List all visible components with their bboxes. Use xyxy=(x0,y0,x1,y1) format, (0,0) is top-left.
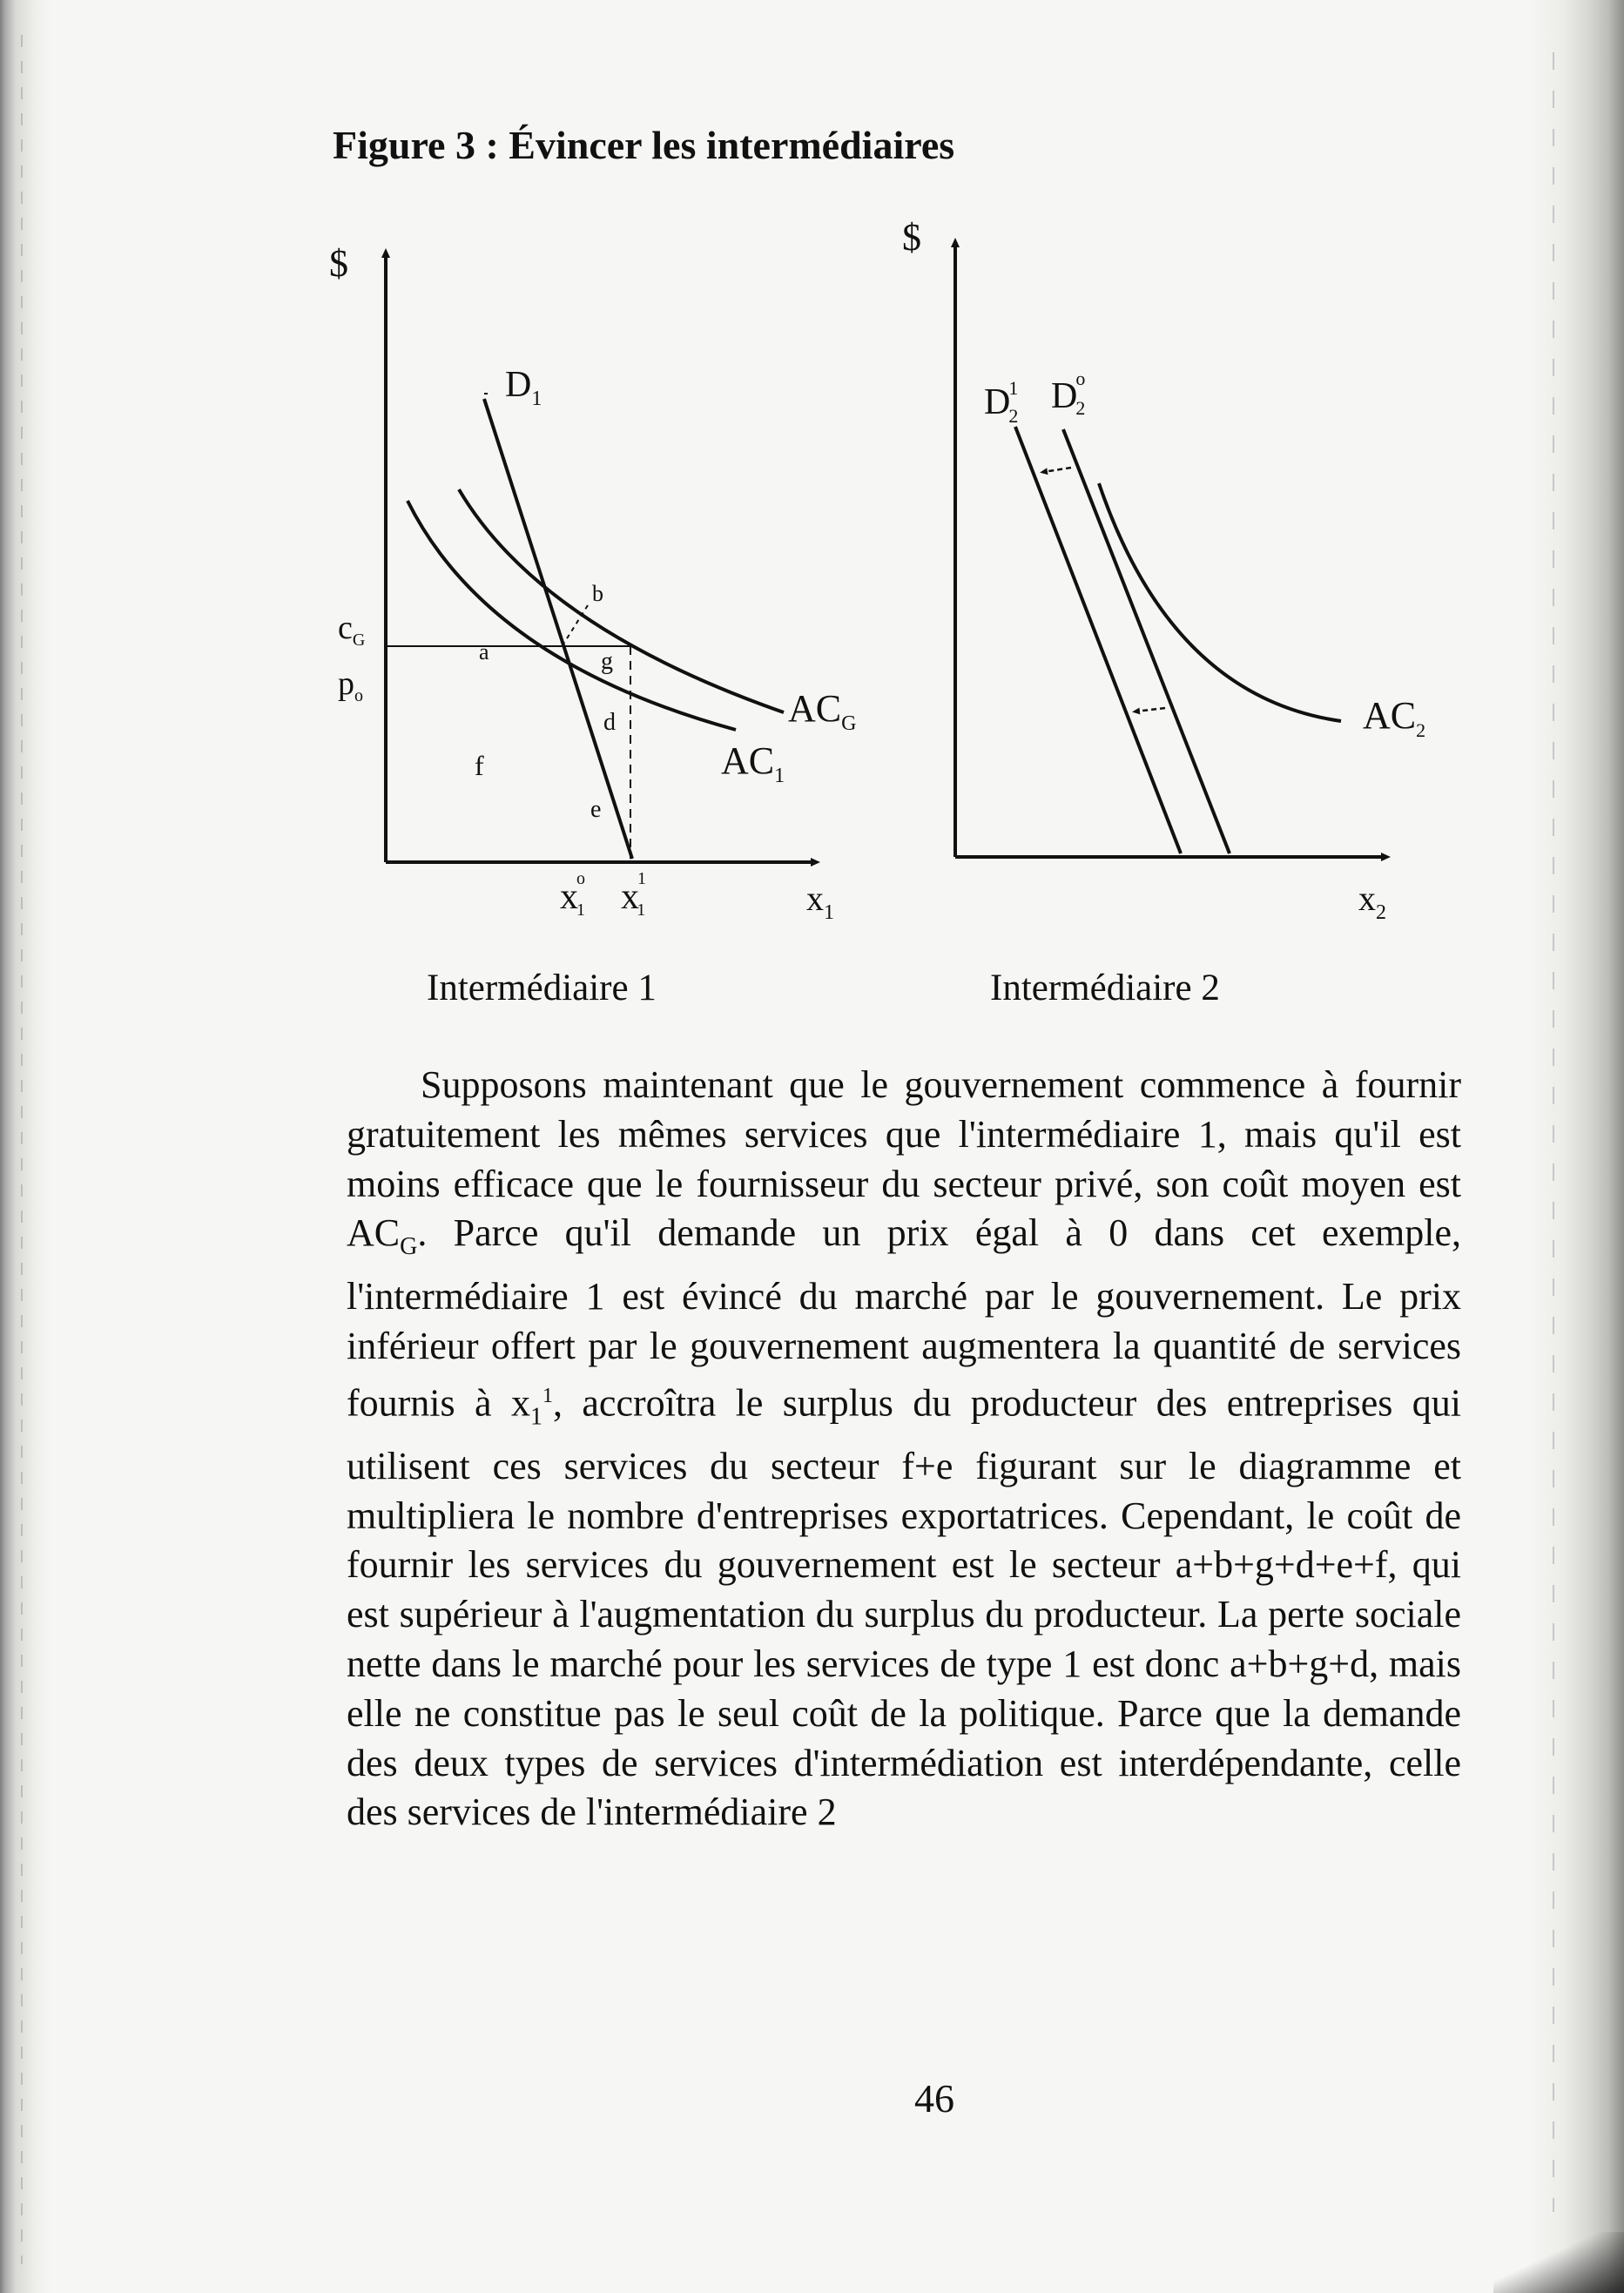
caption-intermediaire-2: Intermédiaire 2 xyxy=(990,968,1220,1008)
page-number: 46 xyxy=(914,2076,954,2121)
left-x-axis-label: $x_1$ xyxy=(806,879,834,924)
demand-curve-d2-new xyxy=(1015,427,1181,853)
area-label-f: f xyxy=(475,750,484,781)
demand-curve-d2-old xyxy=(1063,429,1230,853)
panel-intermediaire-1 xyxy=(329,242,856,1008)
area-label-a: a xyxy=(479,639,489,664)
shift-arrow-lower xyxy=(1135,708,1165,712)
caption-intermediaire-1: Intermédiaire 1 xyxy=(427,968,657,1008)
average-cost-curve-ac2 xyxy=(1099,483,1341,721)
right-x-axis-label: $x_2$ xyxy=(1358,879,1386,924)
figure-title: Figure 3 : Évincer les intermédiaires xyxy=(333,123,955,167)
shift-arrow-upper xyxy=(1043,468,1071,472)
average-cost-curve-ac1 xyxy=(408,501,736,730)
ac1-label: $AC_1$ xyxy=(721,739,785,787)
ac2-label: $AC_2$ xyxy=(1363,694,1426,741)
quantity-label-x1-0: xo 1 xyxy=(560,869,585,920)
acg-label: $AC_G$ xyxy=(788,687,857,735)
paragraph-text: Supposons maintenant que le gouvernement commence à fournir gratuitement les mêmes services que l'intermédiaire 1, mais qu'il est moins efficace que le fournisseur du secteur privé, son coût moyen est $AC_G$. Parce qu'il demande un prix égal à 0 dans cet exemple, l'intermédiaire 1 est évincé du marché par le gouvernement. Le prix inférieur offert par le gouvernement augmentera la quantité de services fournis à $x_1^1$, accroîtra le surplus du producteur des entreprises qui utilisent ces services du secteur f+e figurant sur le diagramme et multipliera le nombre d'entreprises exportatrices. Cependant, le coût de fournir les services du gouvernement est le secteur a+b+g+d+e+f, qui est supérieur à l'augmentation du surplus du producteur. La perte sociale nette dans le marché pour les services de type 1 est donc a+b+g+d, mais elle ne constitue pas le seul coût de la politique. Parce que la demande des deux types de services d'intermédiation est interdépendante, celle des services de l'intermédiaire 2 xyxy=(347,1063,1461,1834)
demand-label-d2-new: D1 2 xyxy=(984,377,1019,427)
body-paragraph xyxy=(347,1061,1461,1838)
figure-3-diagrams xyxy=(0,0,1624,1008)
demand-label-d2-old: Do 2 xyxy=(1051,368,1086,419)
price-label-cg: $c_G$ xyxy=(338,610,366,650)
area-label-b: b xyxy=(592,581,603,606)
scan-corner-shadow xyxy=(1493,2232,1624,2293)
area-label-d: d xyxy=(603,709,616,736)
left-y-axis-label: $ xyxy=(329,242,348,285)
area-label-g: g xyxy=(601,648,613,675)
price-label-po: $p_o$ xyxy=(338,665,363,705)
area-label-e: e xyxy=(590,796,602,823)
right-y-axis-label: $ xyxy=(902,216,921,259)
average-cost-curve-acg xyxy=(459,489,784,712)
quantity-label-x1-1: x1 1 xyxy=(621,869,646,920)
demand-label-d1: $D_1$ xyxy=(505,365,542,410)
demand-curve-d1 xyxy=(484,399,632,859)
panel-intermediaire-2 xyxy=(902,216,1425,1008)
